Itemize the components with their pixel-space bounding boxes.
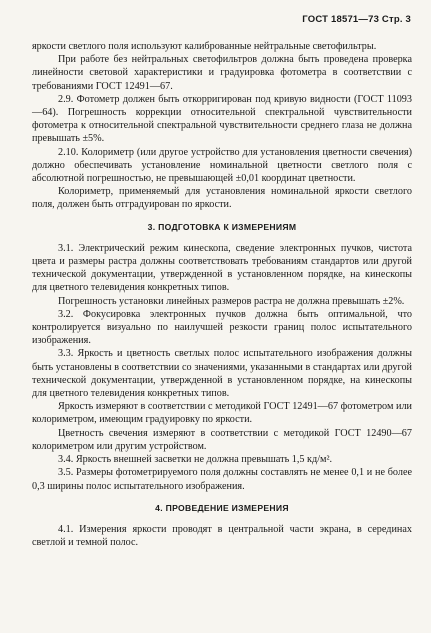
paragraph: При работе без нейтральных светофильтров должна быть проведена проверка линейности световой характеристики и градуировка фотометра в соответствии с требованиями ГОСТ 12491—67. (32, 54, 412, 92)
paragraph-3-4: 3.4. Яркость внешней засветки не должна превышать 1,5 кд/м². (58, 454, 333, 466)
paragraph-2-10: 2.10. Колориметр (или другое устройство для установления цветности свечения) должно обеспечивать установление номинальной цветности светлого поля с абсолютной погрешностью, не превышающей ±0,01 координат цветности. (32, 146, 412, 185)
paragraph: Погрешность установки линейных размеров растра не должна превышать ±2%. (58, 295, 405, 307)
paragraph-2-9: 2.9. Фотометр должен быть откорригирован под кривую видности (ГОСТ 11093—64). Погрешность коррекции относительной спектральной чувствительности фотометра к относительной спектральной чувствительности среднего глаза не должна превышать ±5%. (32, 93, 412, 145)
section-heading-3: 3. ПОДГОТОВКА К ИЗМЕРЕНИЯМ (147, 221, 297, 232)
page-body (32, 40, 412, 549)
running-header: ГОСТ 18571—73 Стр. 3 (302, 14, 411, 25)
paragraph-continued: яркости светлого поля используют калиброванные нейтральные светофильтры. (32, 41, 377, 52)
section-heading-4: 4. ПРОВЕДЕНИЕ ИЗМЕРЕНИЯ (155, 502, 289, 513)
paragraph-3-3: 3.3. Яркость и цветность светлых полос испытательного изображения должны быть установлены в соответствии со значениями, указанными в стандартах или другой технической документации, утвержденной в установленном порядке, на кинескопы для цветного телевидения конкретных типов. (32, 348, 412, 400)
paragraph: Яркость измеряют в соответствии с методикой ГОСТ 12491—67 фотометром или колориметром, имеющим градуировку по яркости. (32, 401, 412, 426)
paragraph-4-1: 4.1. Измерения яркости проводят в центральной части экрана, в серединах светлой и темной полос. (32, 523, 412, 549)
paragraph-3-2: 3.2. Фокусировка электронных пучков должна быть оптимальной, что контролируется визуально по наилучшей резкости границ полос испытательного изображения. (32, 308, 412, 347)
paragraph-3-1: 3.1. Электрический режим кинескопа, сведение электронных пучков, чистота цвета и размеры растра должны соответствовать требованиям стандартов или другой технической документации, утвержденной в установленном порядке, на кинескопы для цветного телевидения конкретных типов. (32, 242, 412, 294)
paragraph-3-5: 3.5. Размеры фотометрируемого поля должны составлять не менее 0,1 и не более 0,3 ширины полос испытательного изображения. (32, 467, 412, 492)
paragraph: Цветность свечения измеряют в соответствии с методикой ГОСТ 12490—67 колориметром или другим устройством. (32, 427, 412, 452)
paragraph: Колориметр, применяемый для установления номинальной яркости светлого поля, должен быть отградуирован по яркости. (32, 186, 412, 211)
